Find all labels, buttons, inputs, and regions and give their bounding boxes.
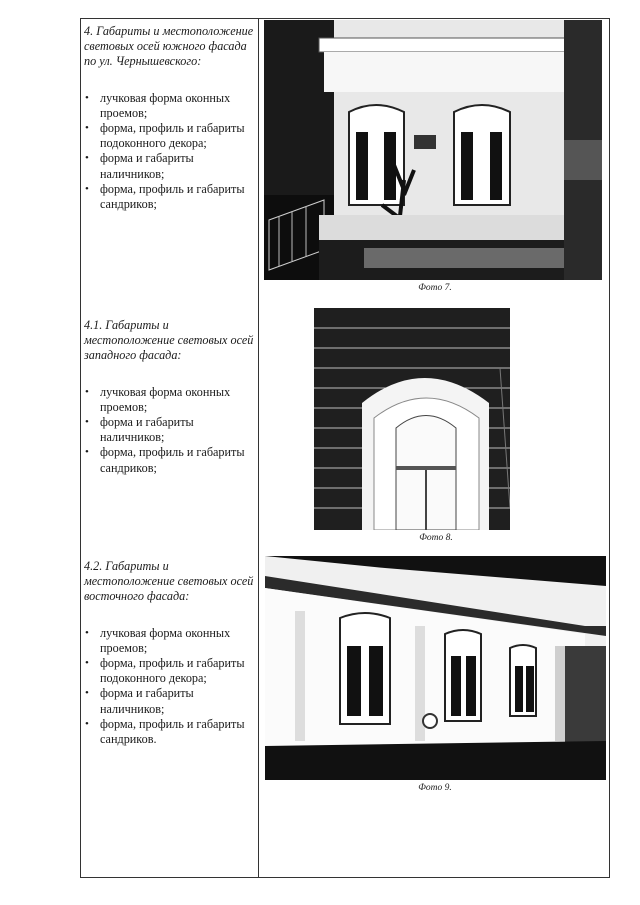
requirements-list	[84, 385, 254, 476]
facade-photo-image	[314, 308, 510, 530]
photo-8-caption: Фото 8.	[419, 533, 453, 543]
bullet-icon: •	[85, 122, 89, 135]
bullet-icon: •	[85, 657, 89, 670]
bullet-icon: •	[85, 416, 89, 429]
bullet-icon: •	[85, 152, 89, 165]
list-item: • лучковая форма оконных проемов;	[85, 384, 231, 414]
list-item: • форма, профиль и габариты сандриков.	[85, 716, 245, 747]
section-west-facade	[84, 318, 254, 476]
column-divider	[258, 18, 259, 878]
list-item: • форма, профиль и габариты сандриков;	[85, 445, 245, 475]
bullet-icon: •	[85, 687, 89, 700]
photo-7-caption: Фото 7.	[418, 283, 452, 293]
list-item: • форма и габариты наличников;	[85, 686, 194, 716]
bullet-icon: •	[85, 385, 89, 398]
list-item: • форма, профиль и габариты сандриков;	[85, 181, 245, 212]
bullet-icon: •	[85, 446, 89, 459]
section-heading: 4.1. Габариты и местоположение световых осей западного фасада:	[84, 318, 254, 363]
photo-8-west-facade	[314, 308, 510, 530]
facade-photo-image	[264, 20, 602, 280]
section-south-facade	[84, 24, 254, 212]
list-item: • форма и габариты наличников;	[85, 151, 194, 181]
list-item: • форма и габариты наличников;	[85, 415, 194, 445]
requirements-list	[84, 626, 254, 748]
photo-9-east-facade	[265, 556, 606, 780]
bullet-icon: •	[85, 182, 89, 195]
bullet-icon: •	[85, 626, 89, 639]
list-item: • лучковая форма оконных проемов;	[85, 90, 231, 120]
list-item: • форма, профиль и габариты подоконного декора;	[85, 121, 245, 151]
list-item: • форма, профиль и габариты подоконного декора;	[85, 656, 245, 686]
section-east-facade	[84, 559, 254, 747]
section-heading: 4.2. Габариты и местоположение световых осей восточного фасада:	[84, 559, 254, 604]
photo-9-caption: Фото 9.	[418, 783, 452, 793]
bullet-icon: •	[85, 717, 89, 730]
requirements-list	[84, 91, 254, 213]
bullet-icon: •	[85, 91, 89, 104]
photo-7-south-facade	[264, 20, 602, 280]
facade-photo-image	[265, 556, 606, 780]
list-item: • лучковая форма оконных проемов;	[85, 625, 231, 655]
section-heading: 4. Габариты и местоположение световых осей южного фасада по ул. Чернышевского:	[84, 24, 254, 69]
